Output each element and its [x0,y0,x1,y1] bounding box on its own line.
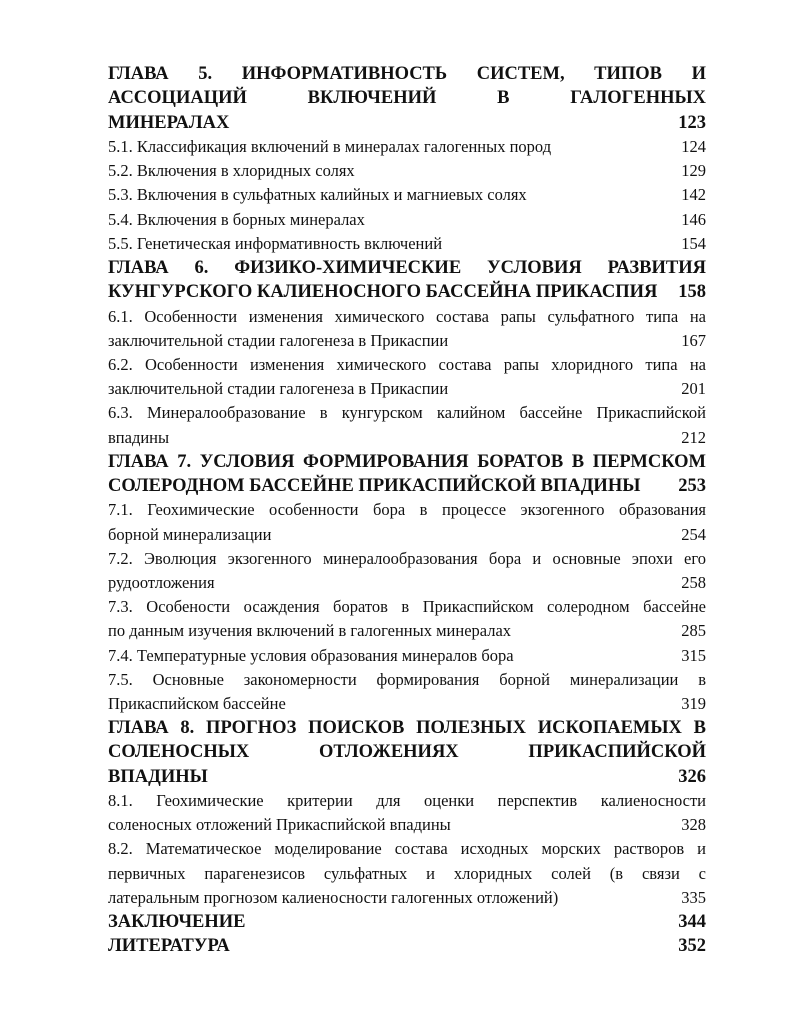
toc-item-page: 328 [681,815,706,835]
toc-item-8-1 [108,789,706,837]
toc-item-page: 254 [681,524,706,544]
chapter-7-title-end: СОЛЕРОДНОМ БАССЕЙНЕ ПРИКАСПИЙСКОЙ ВПАДИНЫ [108,476,641,497]
chapter-8-title-end: ВПАДИНЫ [108,766,208,787]
toc-literature [108,934,706,958]
toc-item-page: 167 [681,330,706,350]
toc-item-5-3 [108,183,706,207]
chapter-5-line-2: АССОЦИАЦИЙ ВКЛЮЧЕНИЙ В ГАЛОГЕННЫХ [108,88,706,109]
toc-item-line: первичных парагенезисов сульфатных и хлоридных солей (в связи с [108,863,706,883]
toc-item-title: Прикаспийском бассейне [108,693,286,713]
toc-item-line: 8.1. Геохимические критерии для оценки перспектив калиеносности [108,791,706,811]
chapter-5-title-end: МИНЕРАЛАХ [108,112,230,133]
chapter-8-line-3 [108,765,706,789]
conclusion-page: 344 [678,912,706,933]
toc-item-page: 142 [681,185,706,205]
toc-item-title: рудоотложения [108,572,215,592]
literature-page: 352 [678,936,706,957]
toc-item-title: 5.1. Классификация включений в минералах галогенных пород [108,136,552,156]
toc-item-5-2 [108,159,706,183]
toc-item-line: 7.1. Геохимические особенности бора в процессе экзогенного образования [108,500,706,520]
toc-item-page: 285 [681,621,706,641]
toc-item-5-5 [108,232,706,256]
chapter-7-line-1: ГЛАВА 7. УСЛОВИЯ ФОРМИРОВАНИЯ БОРАТОВ В ПЕРМСКОМ [108,451,706,472]
toc-item-title: по данным изучения включений в галогенных минералах [108,621,512,641]
chapter-6-line-1: ГЛАВА 6. ФИЗИКО-ХИМИЧЕСКИЕ УСЛОВИЯ РАЗВИТИЯ [108,257,706,278]
chapter-7-page: 253 [678,476,706,497]
toc-item-page: 319 [681,693,706,713]
toc-item-page: 212 [681,427,706,447]
toc-item-title: латеральным прогнозом калиеносности галогенных отложений) [108,887,559,907]
literature-title: ЛИТЕРАТУРА [108,936,230,957]
toc-item-line: 7.2. Эволюция экзогенного минералообразования бора и основные эпохи его [108,548,706,568]
chapter-8-line-1: ГЛАВА 8. ПРОГНОЗ ПОИСКОВ ПОЛЕЗНЫХ ИСКОПАЕМЫХ В [108,718,706,739]
toc-item-6-1 [108,305,706,353]
chapter-8-page: 326 [678,766,706,787]
toc-item-page: 258 [681,572,706,592]
toc-item-7-1 [108,498,706,546]
toc-item-line: 8.2. Математическое моделирование состава исходных морских растворов и [108,839,706,859]
toc-item-line: 7.5. Основные закономерности формирования борной минерализации в [108,669,706,689]
toc-conclusion [108,910,706,934]
toc-item-line: 6.2. Особенности изменения химического состава рапы хлоридного типа на [108,354,706,374]
conclusion-title: ЗАКЛЮЧЕНИЕ [108,912,246,933]
toc-item-title: 5.4. Включения в борных минералах [108,209,365,229]
toc-item-page: 146 [681,209,706,229]
toc-item-5-4 [108,208,706,232]
toc-item-title: впадины [108,427,170,447]
toc-item-7-5 [108,668,706,716]
chapter-5-page: 123 [678,112,706,133]
toc-item-title: борной минерализации [108,524,272,544]
chapter-6-title-end: КУНГУРСКОГО КАЛИЕНОСНОГО БАССЕЙНА ПРИКАСПИЯ [108,282,658,303]
toc-item-line: 7.3. Особености осаждения боратов в Прикаспийском солеродном бассейне [108,597,706,617]
toc-item-6-2 [108,353,706,401]
toc-item-8-2 [108,837,706,910]
toc-item-page: 315 [681,645,706,665]
toc-item-title: заключительной стадии галогенеза в Прикаспии [108,330,449,350]
chapter-6-heading [108,256,706,305]
toc-item-line: 6.3. Минералообразование в кунгурском калийном бассейне Прикаспийской [108,403,706,423]
chapter-6-page: 158 [678,282,706,303]
toc-item-6-3 [108,401,706,449]
toc-item-page: 154 [681,233,706,253]
toc-item-title: заключительной стадии галогенеза в Прикаспии [108,379,449,399]
chapter-6-line-2 [108,280,706,304]
chapter-5-heading [108,62,706,135]
chapter-8-line-2: СОЛЕНОСНЫХ ОТЛОЖЕНИЯХ ПРИКАСПИЙСКОЙ [108,742,706,763]
chapter-5-line-3 [108,111,706,135]
chapter-5-line-1: ГЛАВА 5. ИНФОРМАТИВНОСТЬ СИСТЕМ, ТИПОВ И [108,64,706,84]
toc-item-page: 201 [681,379,706,399]
toc-item-title: 5.5. Генетическая информативность включений [108,233,443,253]
chapter-7-heading [108,450,706,499]
toc-item-7-2 [108,547,706,595]
toc-item-title: 5.2. Включения в хлоридных солях [108,161,355,181]
toc-item-page: 129 [681,161,706,181]
toc-item-line: 6.1. Особенности изменения химического состава рапы сульфатного типа на [108,306,706,326]
toc-item-page: 124 [681,136,706,156]
table-of-contents [108,62,706,959]
toc-item-page: 335 [681,887,706,907]
toc-item-title: 7.4. Температурные условия образования минералов бора [108,645,514,665]
toc-item-7-4 [108,644,706,668]
chapter-8-heading [108,716,706,789]
toc-item-7-3 [108,595,706,643]
toc-item-5-1 [108,135,706,159]
toc-item-title: соленосных отложений Прикаспийской впадины [108,815,451,835]
toc-item-title: 5.3. Включения в сульфатных калийных и магниевых солях [108,185,527,205]
chapter-7-line-2 [108,474,706,498]
